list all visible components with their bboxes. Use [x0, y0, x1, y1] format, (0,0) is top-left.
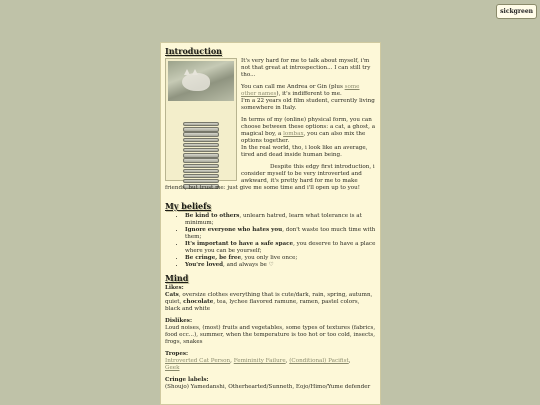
introduction-heading: Introduction	[165, 46, 222, 56]
tropes-links: Introverted Cat Person, Femininity Failure, (Conditional) Pacifist, Geek	[165, 358, 351, 371]
badge-button[interactable]	[183, 138, 219, 142]
intro-p3-text-a: In terms of my (online) physical form, you can choose between these options: a cat, a ghost, a magical boy, a	[241, 117, 376, 137]
beliefs-list	[165, 213, 376, 269]
belief-text: , unlearn hatred, learn what tolerance is at minimum;	[185, 213, 362, 226]
dislikes-label: Dislikes:	[165, 318, 193, 324]
introduction-section	[165, 58, 376, 197]
belief-bold: It's important to have a safe space	[185, 241, 294, 247]
intro-p2-text-c: I'm a 22 years old film student, currently living somewhere in Italy.	[241, 98, 375, 111]
likes-text	[165, 292, 376, 313]
mind-section	[165, 275, 376, 391]
belief-bold: Be kind to others	[185, 213, 240, 219]
badge-button[interactable]	[183, 153, 219, 157]
avatar-box	[165, 58, 237, 181]
belief-bold: Be cringe, be free	[185, 255, 242, 261]
some-other-names-link[interactable]: some other names	[241, 84, 360, 97]
lombax-link[interactable]: lombax	[283, 131, 304, 137]
belief-item	[185, 227, 376, 241]
badge-button[interactable]	[183, 143, 219, 147]
trope-link[interactable]: (Conditional) Pacifist	[289, 358, 349, 364]
belief-item	[185, 241, 376, 255]
likes-cats: Cats	[165, 292, 179, 298]
badge-button[interactable]	[183, 169, 219, 173]
intro-p2-text-a: You can call me Andrea or Gin (plus	[241, 84, 345, 90]
badge-button[interactable]	[183, 158, 219, 162]
intro-paragraph-4: Despite this edgy first introduction, i consider myself to be very introverted and awkward, it's pretty hard for me to make friends, but trust me: just give me some time and i'll open up to you!	[165, 164, 375, 191]
likes-label: Likes:	[165, 285, 184, 291]
badge-button[interactable]	[183, 127, 219, 131]
belief-item	[185, 213, 376, 227]
theme-badge[interactable]: sickgreen	[496, 4, 537, 19]
belief-bold: Ignore everyone who hates you	[185, 227, 283, 233]
intro-p2-text-b: ), it's indifferent to me.	[276, 91, 342, 97]
intro-p3-text-b: , you can also mix the options together.	[241, 131, 366, 144]
belief-bold: You're loved	[185, 262, 224, 268]
trope-link[interactable]: Geek	[165, 365, 180, 371]
badge-button[interactable]	[183, 132, 219, 136]
belief-text: , you deserve to have a place where you can be yourself;	[185, 241, 376, 254]
likes-text-b: , oversize clothes everything that is cute/dark, rain, spring, autumn, quiet,	[165, 292, 373, 305]
belief-item	[185, 262, 376, 269]
tropes-label: Tropes:	[165, 351, 189, 357]
likes-chocolate: chocolate	[183, 299, 214, 305]
profile-card	[160, 42, 381, 405]
cringe-labels-text: (Shoujo) Yamedanshi, Otherhearted/Sunneth, Eojo/Himo/Yume defender	[165, 384, 371, 390]
beliefs-heading: My beliefs	[165, 201, 212, 211]
badge-button[interactable]	[183, 174, 219, 178]
cringe-labels-label: Cringe labels:	[165, 377, 209, 383]
likes-text-d: , tea, lychee flavored ramune, ramen, pastel colors, black and white	[165, 299, 360, 312]
cat-photo	[168, 61, 234, 101]
intro-paragraph-1: It's very hard for me to talk about myself, i'm not that great at introspection... I can still try tho...	[241, 58, 371, 78]
belief-text: , you only live once;	[241, 255, 298, 261]
dislikes-text: Loud noises, (most) fruits and vegetables, some types of textures (fabrics, food ecc...), summer, when the temperature is too hot or too cold, insects, frogs, snakes	[165, 325, 376, 345]
badge-button[interactable]	[183, 179, 219, 183]
badge-buttons-column	[168, 122, 234, 189]
beliefs-section	[165, 203, 376, 269]
belief-text: , and always be ♡	[223, 262, 274, 268]
badge-button[interactable]	[183, 148, 219, 152]
badge-button[interactable]	[183, 122, 219, 126]
trope-link[interactable]: Introverted Cat Person	[165, 358, 231, 364]
belief-text: , don't waste too much time with them;	[185, 227, 376, 240]
mind-heading: Mind	[165, 273, 189, 283]
intro-p3-text-c: In the real world, tho, i look like an average, tired and dead inside human being.	[241, 145, 368, 158]
badge-button[interactable]	[183, 164, 219, 168]
belief-item	[185, 255, 376, 262]
trope-link[interactable]: Femininity Failure	[233, 358, 286, 364]
